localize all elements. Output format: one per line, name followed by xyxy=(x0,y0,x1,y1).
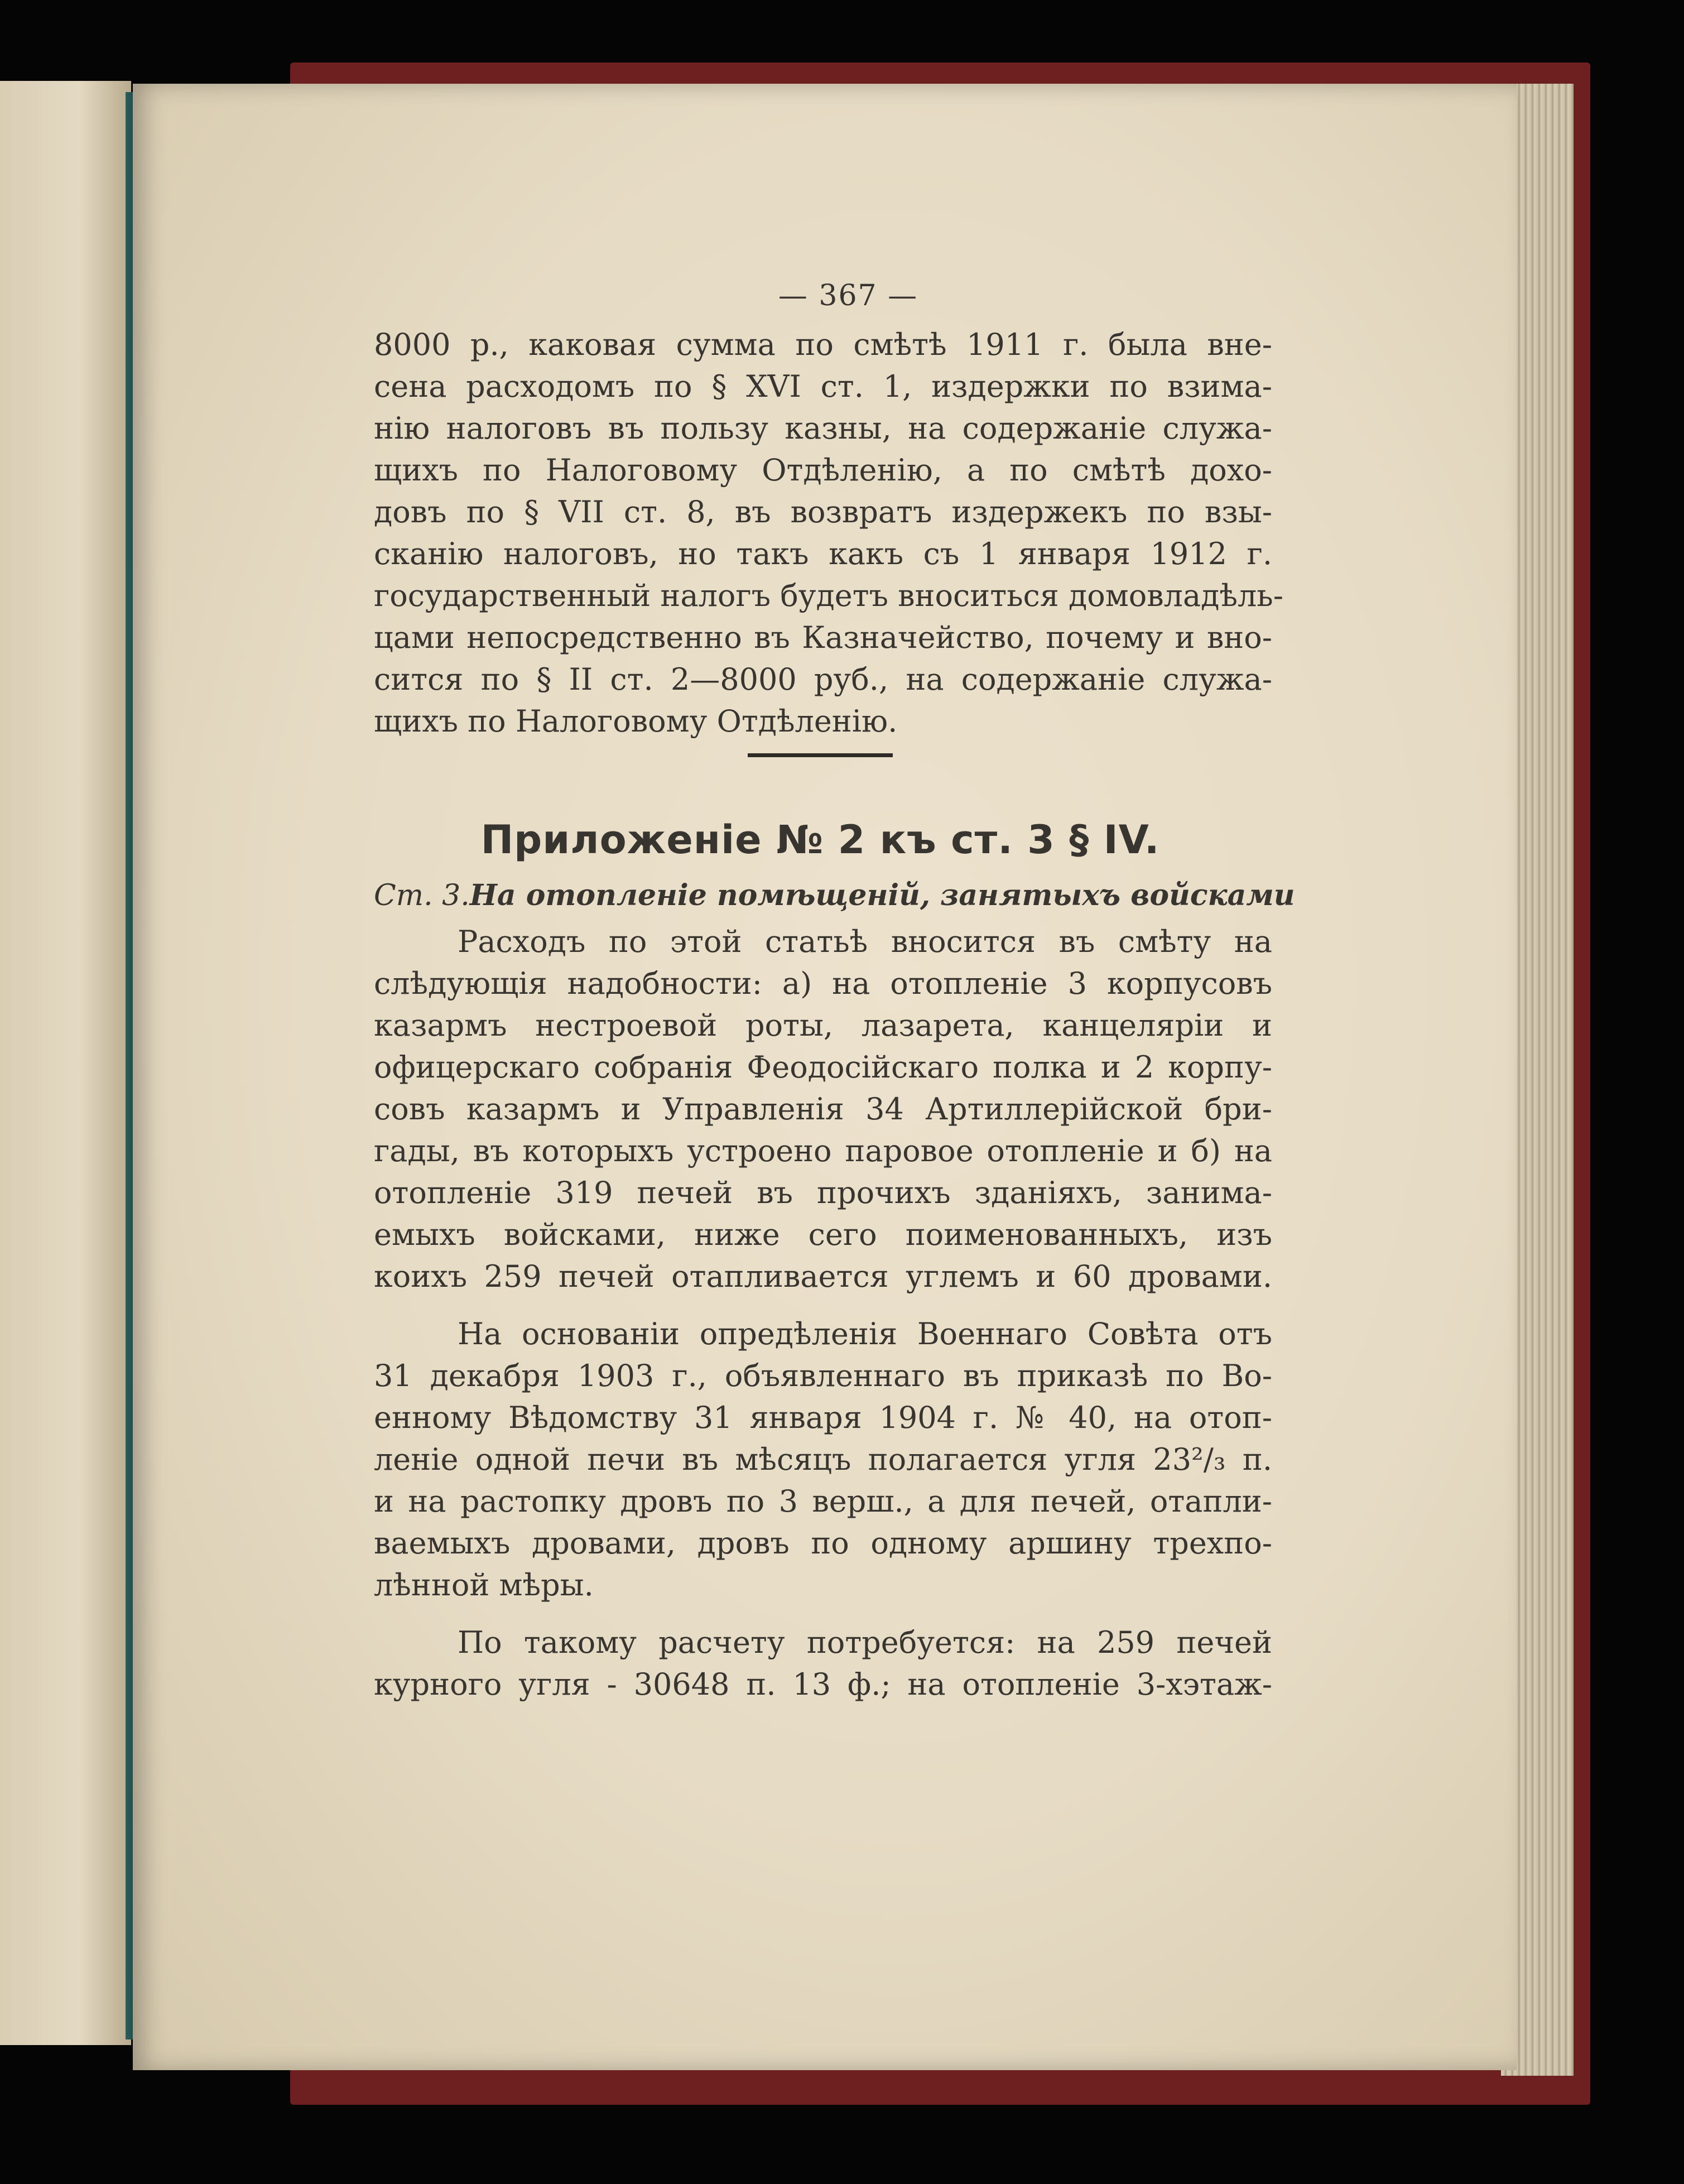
text-line: енному Вѣдомству 31 января 1904 г. № 40, на отоп- xyxy=(374,1400,1272,1435)
text-line: 8000 р., каковая сумма по смѣтѣ 1911 г. была вне- xyxy=(374,327,1272,362)
text-line: сканію налоговъ, но такъ какъ съ 1 января 1912 г. xyxy=(374,536,1272,571)
paragraph-2 xyxy=(374,921,1272,1297)
article-title: На отопленіе помѣщеній, занятыхъ войсками xyxy=(469,878,1295,912)
page-text-block xyxy=(374,279,1295,1705)
paragraph-4 xyxy=(374,1622,1272,1705)
text-line: курного угля - 30648 п. 13 ф.; на отопленіе 3-хэтаж- xyxy=(374,1667,1272,1702)
paragraph-1 xyxy=(374,324,1283,742)
text-line: На основаніи опредѣленія Военнаго Совѣта отъ xyxy=(458,1316,1272,1351)
section-divider-wrap xyxy=(374,742,1272,809)
text-line: леніе одной печи въ мѣсяцъ полагается угля 23²/₃ п. xyxy=(374,1442,1272,1477)
article-number: Ст. 3. xyxy=(374,879,470,912)
text-line: офицерскаго собранія Феодосійскаго полка и 2 корпу- xyxy=(374,1050,1272,1085)
text-line: казармъ нестроевой роты, лазарета, канцеляріи и xyxy=(374,1008,1272,1043)
text-line: ваемыхъ дровами, дровъ по одному аршину трехпо- xyxy=(374,1526,1272,1561)
text-line: Расходъ по этой статьѣ вносится въ смѣту на xyxy=(458,924,1272,959)
text-line: 31 декабря 1903 г., объявленнаго въ приказѣ по Во- xyxy=(374,1358,1272,1393)
article-subheading xyxy=(374,870,1295,921)
text-line: совъ казармъ и Управленія 34 Артиллерійской бри- xyxy=(374,1091,1272,1127)
text-line: емыхъ войсками, ниже сего поименованныхъ, изъ xyxy=(374,1217,1272,1252)
page-number: — 367 — xyxy=(778,279,918,312)
text-line: нію налоговъ въ пользу казны, на содержаніе служа- xyxy=(374,411,1272,446)
text-line: По такому расчету потребуется: на 259 печей xyxy=(458,1625,1272,1660)
paragraph-3 xyxy=(374,1313,1272,1606)
text-line: государственный налогъ будетъ вноситься домовладѣль- xyxy=(374,578,1283,613)
section-heading: Приложеніе № 2 къ ст. 3 § IV. xyxy=(480,817,1160,863)
text-line: сится по § II ст. 2—8000 руб., на содержаніе служа- xyxy=(374,662,1272,697)
text-line: цами непосредственно въ Казначейство, почему и вно- xyxy=(374,620,1272,655)
text-line: слѣдующія надобности: а) на отопленіе 3 корпусовъ xyxy=(374,966,1272,1001)
left-page-edge xyxy=(0,81,131,2045)
text-line: гады, въ которыхъ устроено паровое отопленіе и б) на xyxy=(374,1133,1272,1168)
text-line: сена расходомъ по § XVI ст. 1, издержки по взима- xyxy=(374,369,1272,404)
text-line: щихъ по Налоговому Отдѣленію, а по смѣтѣ дохо- xyxy=(374,453,1272,488)
text-line: и на растопку дровъ по 3 верш., а для печей, отапли- xyxy=(374,1484,1272,1519)
text-line: щихъ по Налоговому Отдѣленію. xyxy=(374,704,898,739)
text-line: лѣнной мѣры. xyxy=(374,1567,594,1603)
text-line: отопленіе 319 печей въ прочихъ зданіяхъ, занима- xyxy=(374,1175,1272,1210)
section-divider xyxy=(748,753,893,757)
text-line: довъ по § VII ст. 8, въ возвратъ издержекъ по взы- xyxy=(374,494,1272,530)
text-line: коихъ 259 печей отапливается углемъ и 60 дровами. xyxy=(374,1259,1272,1294)
